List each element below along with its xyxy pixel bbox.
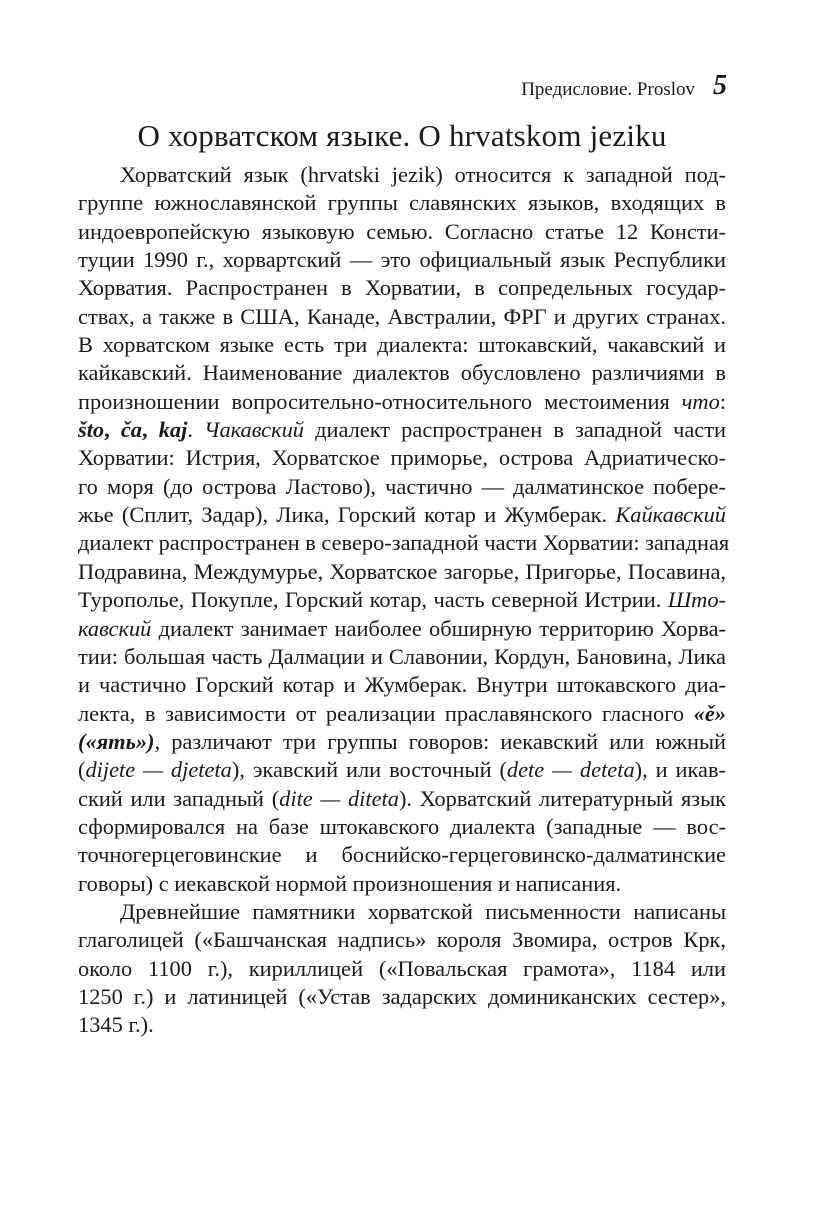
text-line: ский или западный (dite — diteta). Хорватский литературный язык xyxy=(78,785,727,811)
text-line: Древнейшие памятники хорватской письменности написаны xyxy=(120,898,726,924)
text-line: го моря (до острова Ластово), частично — далматинское побере- xyxy=(78,473,726,499)
text-line: говоры) с иекавской нормой произношения и написания. xyxy=(78,870,622,896)
text-line: и частично Горский котар и Жумберак. Внутри штокавского диа- xyxy=(78,672,726,698)
text-line: 1250 г.) и латиницей («Устав задарских доминиканских сестер», xyxy=(78,983,726,1009)
text-line: ствах, а также в США, Канаде, Австралии, ФРГ и других странах. xyxy=(78,303,726,329)
text-line: около 1100 г.), кириллицей («Повальская грамота», 1184 или xyxy=(78,955,726,981)
text-line: В хорватском языке есть три диалекта: штокавский, чакавский и xyxy=(78,332,726,358)
text-line: кайкавский. Наименование диалектов обусловлено различиями в xyxy=(78,360,726,386)
text-line: группе южнославянской группы славянских языков, входящих в xyxy=(78,190,726,216)
text-line: произношении вопросительно-относительного местоимения что: xyxy=(78,388,726,414)
text-line: жье (Сплит, Задар), Лика, Горский котар и Жумберак. Кайкавский xyxy=(78,502,726,528)
text-line: («ять»), различают три группы говоров: иекавский или южный xyxy=(78,728,726,754)
text-line: što, ča, kaj. Чакавский диалект распространен в западной части xyxy=(78,417,726,443)
text-line: точногерцеговинские и боснийско-герцеговинско-далматинские xyxy=(78,842,726,868)
text-line: сформировался на базе штокавского диалекта (западные — вос- xyxy=(78,813,726,839)
text-line: лекта, в зависимости от реализации праславянского гласного «ě» xyxy=(78,700,726,726)
running-title: Предисловие. Proslov xyxy=(521,79,695,100)
text-line: туции 1990 г., хорвартский — это официальный язык Республики xyxy=(78,247,726,273)
text-line: Хорватский язык (hrvatski jezik) относится к западной под- xyxy=(120,162,726,187)
text-line: тии: большая часть Далмации и Славонии, Кордун, Бановина, Лика xyxy=(78,643,726,669)
text-line: Подравина, Междумурье, Хорватское загорье, Пригорье, Посавина, xyxy=(78,558,726,584)
chapter-title: О хорватском языке. O hrvatskom jeziku xyxy=(137,118,667,153)
text-line: 1345 г.). xyxy=(78,1012,154,1038)
text-line: диалект распространен в северо-западной части Хорватии: западная xyxy=(78,530,730,556)
text-line: Туропoлье, Покупле, Горский котар, часть северной Истрии. Што- xyxy=(78,587,726,613)
text-line: глаголицей («Башчанская надпись» короля Звомира, остров Крк, xyxy=(78,927,726,953)
text-line: индоевропейскую языковую семью. Согласно статье 12 Консти- xyxy=(78,218,726,244)
text-line: Хорватия. Распространен в Хорватии, в сопредельных государ- xyxy=(78,275,726,301)
page-number: 5 xyxy=(713,70,727,101)
text-line: Хорватии: Истрия, Хорватское приморье, острова Адриатическо- xyxy=(78,445,726,471)
text-line: кавский диалект занимает наиболее обширную территорию Хорва- xyxy=(78,615,726,641)
body-text xyxy=(78,161,730,1040)
text-line: (dijete — djeteta), экавский или восточный (dete — deteta), и икав- xyxy=(78,757,726,783)
